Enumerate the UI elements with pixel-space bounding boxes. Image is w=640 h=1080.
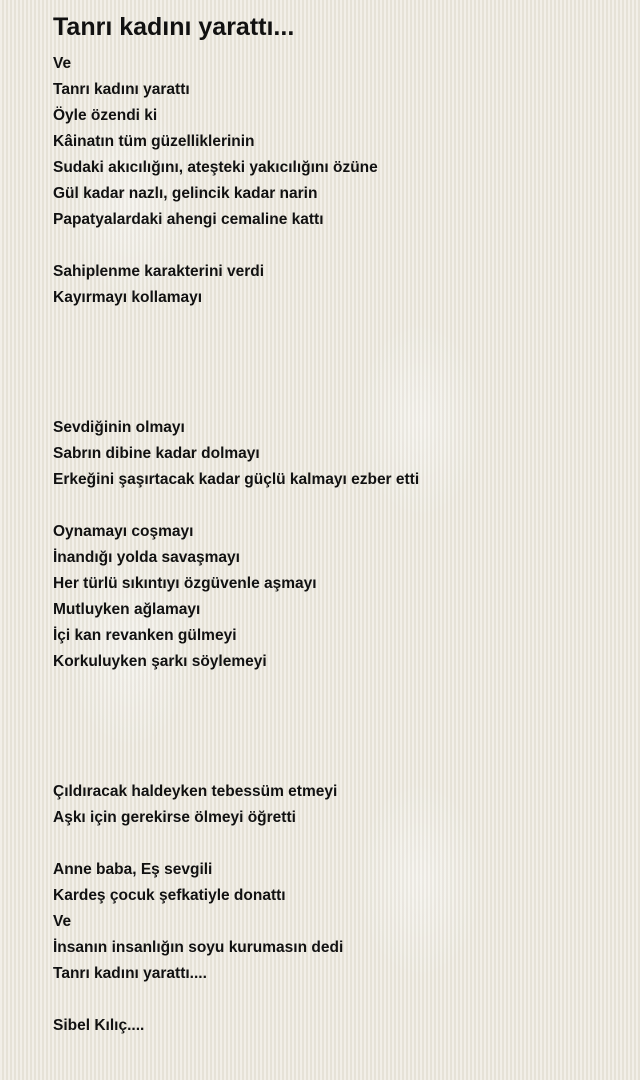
stanza-break (53, 311, 419, 337)
stanza-break (53, 389, 419, 415)
poem-line: Öyle özendi ki (53, 107, 158, 124)
stanza-break (53, 987, 419, 1013)
poem-author: Sibel Kılıç.... (53, 1017, 145, 1034)
stanza-break (53, 701, 419, 727)
poem-line: Gül kadar nazlı, gelincik kadar narin (53, 185, 318, 202)
poem-line: Kayırmayı kollamayı (53, 289, 203, 306)
stanza-break (53, 363, 419, 389)
poem-line: İnandığı yolda savaşmayı (53, 549, 240, 566)
poem-title: Tanrı kadını yarattı... (53, 13, 295, 41)
poem-line: Sevdiğinin olmayı (53, 419, 185, 436)
poem-line: Sahiplenme karakterini verdi (53, 263, 265, 280)
poem-line: Mutluyken ağlamayı (53, 601, 201, 618)
poem-line: Erkeğini şaşırtacak kadar güçlü kalmayı ezber etti (53, 471, 420, 488)
stanza-break (53, 831, 419, 857)
stanza-break (53, 337, 419, 363)
poem-line: Aşkı için gerekirse ölmeyi öğretti (53, 809, 296, 826)
stanza-break (53, 727, 419, 753)
poem-line: Tanrı kadını yarattı (53, 81, 190, 98)
poem-line: Çıldıracak haldeyken tebessüm etmeyi (53, 783, 338, 800)
stanza-break (53, 233, 419, 259)
poem-line: Ve (53, 913, 72, 930)
poem-line: Papatyalardaki ahengi cemaline kattı (53, 211, 324, 228)
stanza-break (53, 753, 419, 779)
poem-line: Her türlü sıkıntıyı özgüvenle aşmayı (53, 575, 317, 592)
poem-line: Ve (53, 55, 72, 72)
poem-line: Kâinatın tüm güzelliklerinin (53, 133, 255, 150)
poem-line: İnsanın insanlığın soyu kurumasın dedi (53, 939, 344, 956)
poem-line: Tanrı kadını yarattı.... (53, 965, 207, 982)
poem-line: Korkuluyken şarkı söylemeyi (53, 653, 267, 670)
poem-line: İçi kan revanken gülmeyi (53, 627, 237, 644)
poem-line: Sudaki akıcılığını, ateşteki yakıcılığını özüne (53, 159, 378, 176)
poem-line: Anne baba, Eş sevgili (53, 861, 213, 878)
poem-line: Sabrın dibine kadar dolmayı (53, 445, 260, 462)
poem-line: Oynamayı coşmayı (53, 523, 194, 540)
poem-line: Kardeş çocuk şefkatiyle donattı (53, 887, 286, 904)
poem-body (53, 51, 419, 1039)
stanza-break (53, 493, 419, 519)
stanza-break (53, 675, 419, 701)
